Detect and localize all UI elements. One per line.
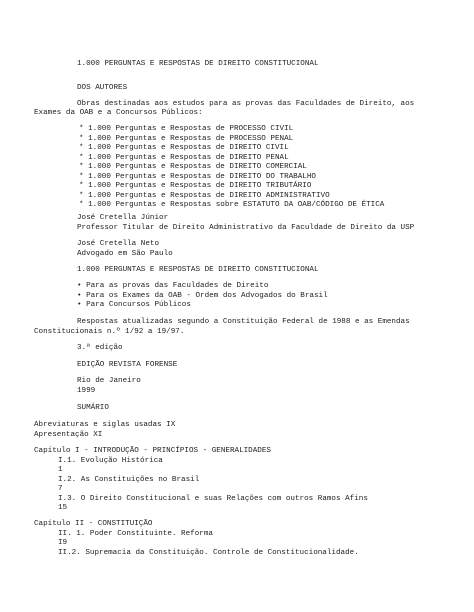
obra-item: * 1.000 Perguntas e Respostas de DIREITO COMERCIAL	[79, 163, 307, 171]
intro-line-1: Obras destinadas aos estudos para as provas das Faculdades de Direito, aos	[77, 100, 415, 108]
destino-item: • Para Concursos Públicos	[77, 301, 191, 309]
toc-section: II. 1. Poder Constituinte. Reforma	[58, 529, 213, 538]
obra-item: * 1.000 Perguntas e Respostas de DIREITO PENAL	[79, 153, 289, 162]
obra-item: * 1.000 Perguntas e Respostas de DIREITO ADMINISTRATIVO	[79, 191, 330, 200]
toc-page-number: 1	[58, 466, 63, 474]
edicao: 3.ª edição	[77, 344, 123, 352]
toc-entry: Abreviaturas e siglas usadas IX	[34, 421, 176, 429]
autor2-name: José Cretella Neto	[77, 240, 160, 248]
obra-item: * 1.000 Perguntas e Respostas de PROCESSO PENAL	[79, 134, 294, 143]
atualizacao-line-2: Constitucionais n.º 1/92 a 19/97.	[34, 327, 185, 336]
obra-item: * 1.000 Perguntas e Respostas de DIREITO TRIBUTÁRIO	[79, 182, 312, 190]
doc-title-2: 1.000 PERGUNTAS E RESPOSTAS DE DIREITO CONSTITUCIONAL	[77, 266, 319, 274]
obra-item: * 1.000 Perguntas e Respostas sobre ESTATUTO DA OAB/CÓDIGO DE ÉTICA	[79, 201, 385, 209]
autor2-role: Advogado em São Paulo	[77, 249, 173, 258]
sumario-heading: SUMÁRIO	[77, 404, 109, 412]
toc-chapter: Capítulo II - CONSTITUIÇÃO	[34, 520, 153, 528]
destino-item: • Para as provas das Faculdades de Direito	[77, 282, 269, 290]
autores-heading: DOS AUTORES	[77, 84, 128, 92]
obra-item: * 1.000 Perguntas e Respostas de DIREITO CIVIL	[79, 144, 289, 152]
toc-page-number: 7	[58, 485, 63, 493]
toc-chapter: Capítulo I - INTRODUÇÃO - PRINCÍPIOS - GENERALIDADES	[34, 447, 271, 455]
obra-item: * 1.000 Perguntas e Respostas de PROCESSO CIVIL	[79, 125, 294, 133]
autor1-name: José Cretella Júnior	[77, 214, 169, 222]
ano: 1999	[77, 386, 96, 395]
toc-page-number: I9	[58, 539, 68, 547]
editora: EDIÇÃO REVISTA FORENSE	[77, 361, 178, 369]
intro-line-2: Exames da OAB e a Concursos Públicos:	[34, 109, 203, 117]
obra-item: * 1.000 Perguntas e Respostas de DIREITO DO TRABALHO	[79, 172, 316, 181]
toc-section: I.1. Evolução Histórica	[58, 456, 163, 465]
doc-title: 1.000 PERGUNTAS E RESPOSTAS DE DIREITO CONSTITUCIONAL	[77, 60, 319, 68]
cidade: Rio de Janeiro	[77, 377, 141, 385]
atualizacao-line-1: Respostas atualizadas segundo a Constituição Federal de 1988 e as Emendas	[77, 318, 410, 326]
toc-section: I.2. As Constituições no Brasil	[58, 475, 200, 484]
toc-entry: Apresentação XI	[34, 430, 103, 439]
toc-page-number: 15	[58, 504, 68, 512]
toc-section: II.2. Supremacia da Constituição. Controle de Constitucionalidade.	[58, 548, 359, 557]
autor1-role: Professor Titular de Direito Administrativo da Faculdade de Direito da USP	[77, 223, 415, 232]
destino-item: • Para os Exames da OAB - Ordem dos Advogados do Brasil	[77, 291, 328, 300]
toc-section: I.3. O Direito Constitucional e suas Relações com outros Ramos Afins	[58, 494, 368, 503]
